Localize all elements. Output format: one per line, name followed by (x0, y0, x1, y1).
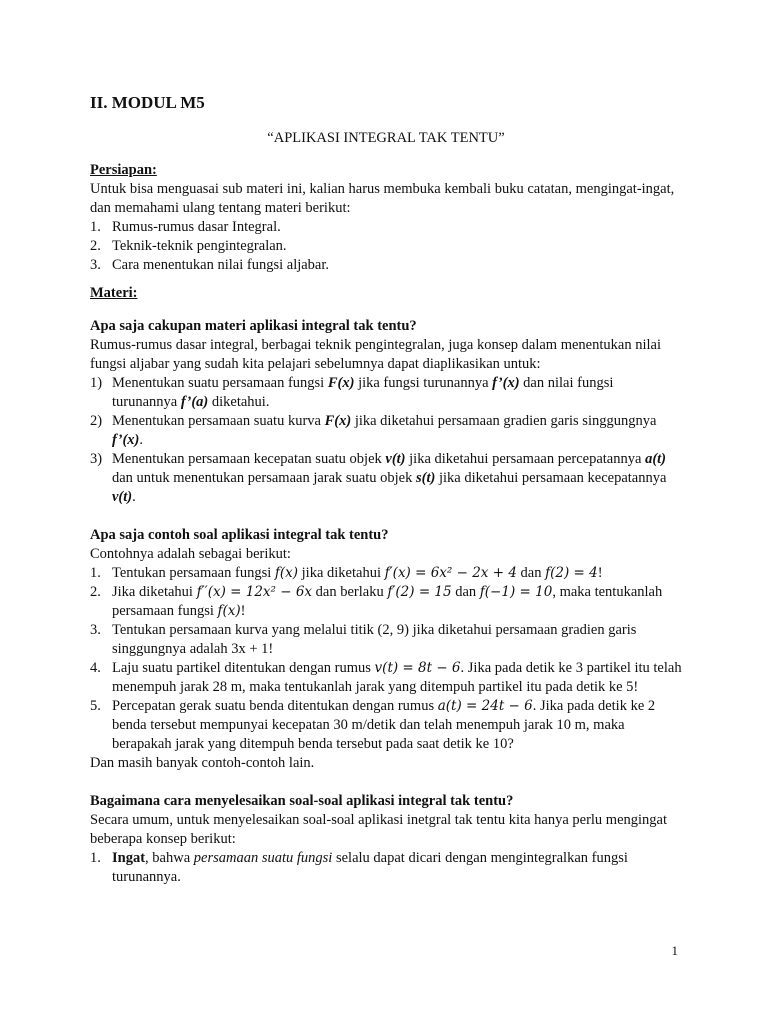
materi-heading: Materi: (90, 285, 138, 301)
list-item: 3. Tentukan persamaan kurva yang melalui titik (2, 9) jika diketahui persamaan gradien garis singgungnya adalah 3x + 1! (90, 622, 637, 657)
materi-paragraph-3: Dan masih banyak contoh-contoh lain. (90, 755, 315, 771)
list-item: 1. Ingat, bahwa persamaan suatu fungsi selalu dapat dicari dengan mengintegralkan fungsi turunannya. (90, 850, 628, 885)
list-item: 2) Menentukan persamaan suatu kurva F(x) jika diketahui persamaan gradien garis singgungnya f’(x). (90, 413, 657, 448)
list-item: 1. Tentukan persamaan fungsi f(x) jika diketahui f′(x) = 6x² − 2x + 4 dan f(2) = 4! (90, 565, 603, 581)
page-number: 1 (671, 943, 678, 958)
chapter-heading: II. MODUL M5 (90, 93, 205, 112)
persiapan-list (90, 218, 682, 275)
materi-paragraph-4: Secara umum, untuk menyelesaikan soal-soal aplikasi inetgral tak tentu kita hanya perlu mengingat beberapa konsep berikut: (90, 812, 668, 847)
scope-list (90, 374, 682, 507)
materi-paragraph-2: Contohnya adalah sebagai berikut: (90, 546, 291, 562)
list-item: 2. Teknik-teknik pengintegralan. (90, 238, 287, 254)
list-item: 1) Menentukan suatu persamaan fungsi F(x) jika fungsi turunannya f’(x) dan nilai fungsi turunannya f’(a) diketahui. (90, 375, 614, 410)
question-heading-3: Bagaimana cara menyelesaikan soal-soal aplikasi integral tak tentu? (90, 793, 514, 809)
list-item: 2. Jika diketahui f′′(x) = 12x² − 6x dan berlaku f′(2) = 15 dan f(−1) = 10, maka tentukanlah persamaan fungsi f(x)! (90, 584, 663, 619)
list-item: 5. Percepatan gerak suatu benda ditentukan dengan rumus a(t) = 24t − 6. Jika pada detik ke 2 benda tersebut mempunyai kecepatan 30 m/detik dan telah menempuh jarak 10 m, maka berapakah jarak yang ditempuh benda tersebut pada saat detik ke 10? (90, 698, 656, 752)
example-list (90, 564, 682, 754)
list-item: 1. Rumus-rumus dasar Integral. (90, 219, 281, 235)
list-item: 3. Cara menentukan nilai fungsi aljabar. (90, 257, 330, 273)
persiapan-intro: Untuk bisa menguasai sub materi ini, kalian harus membuka kembali buku catatan, mengingat-ingat, dan memahami ulang tentang materi berikut: (90, 181, 675, 216)
persiapan-heading: Persiapan: (90, 162, 157, 178)
question-heading-1: Apa saja cakupan materi aplikasi integral tak tentu? (90, 318, 417, 334)
list-item: 3) Menentukan persamaan kecepatan suatu objek v(t) jika diketahui persamaan percepatannya a(t) dan untuk menentukan persamaan jarak suatu objek s(t) jika diketahui persamaan kecepatannya v(t). (90, 451, 667, 505)
question-heading-2: Apa saja contoh soal aplikasi integral tak tentu? (90, 527, 389, 543)
list-item: 4. Laju suatu partikel ditentukan dengan rumus v(t) = 8t − 6. Jika pada detik ke 3 partikel itu telah menempuh jarak 28 m, maka tentukanlah jarak yang ditempuh partikel itu pada detik ke 5! (90, 660, 682, 695)
concept-list (90, 849, 682, 887)
module-title: “APLIKASI INTEGRAL TAK TENTU” (267, 130, 505, 146)
materi-paragraph-1: Rumus-rumus dasar integral, berbagai teknik pengintegralan, juga konsep dalam menentukan nilai fungsi aljabar yang sudah kita pelajari sebelumnya dapat diaplikasikan untuk: (90, 337, 661, 372)
